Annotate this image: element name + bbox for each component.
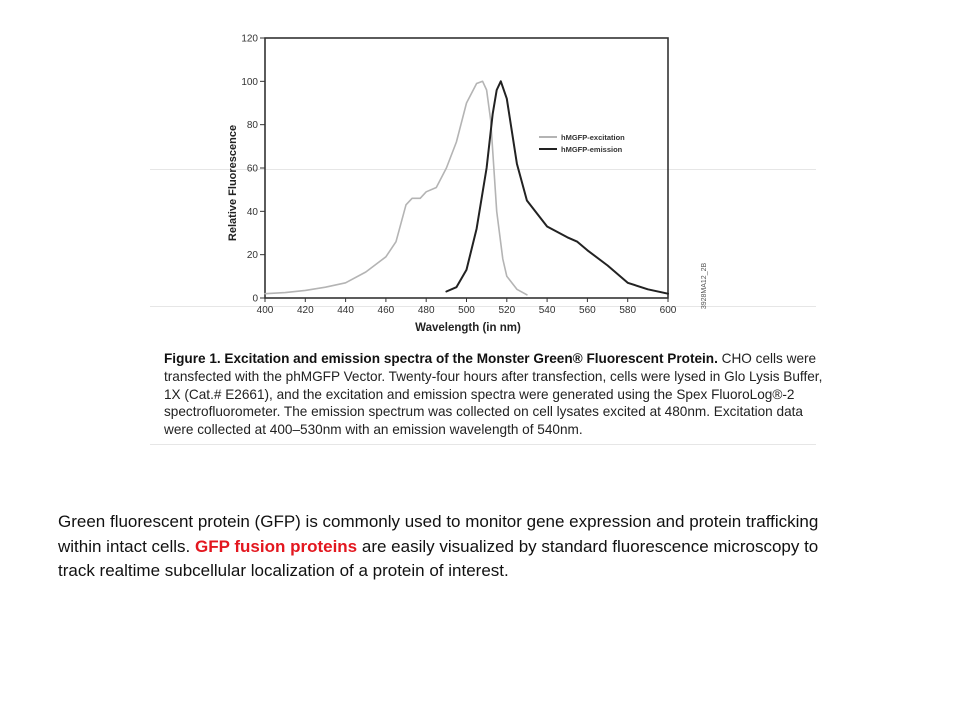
- x-tick-label: 480: [417, 305, 435, 316]
- y-tick-label: 60: [246, 163, 258, 175]
- paragraph-highlight: GFP fusion proteins: [195, 536, 358, 556]
- legend-label: hMGFP-excitation: [561, 133, 625, 142]
- description-paragraph: [58, 510, 858, 584]
- plot-frame: [265, 38, 668, 298]
- caption-title: Figure 1. Excitation and emission spectra of the Monster Green® Fluorescent Protein.: [164, 351, 718, 366]
- y-tick-label: 120: [241, 33, 258, 45]
- x-tick-label: 600: [659, 305, 677, 316]
- y-tick-label: 80: [246, 120, 258, 132]
- paragraph-text-end: are easily visualized by standard fluorescence microscopy to track realtime subcellular localization of a protein of interest.: [58, 536, 819, 580]
- x-tick-label: 560: [579, 305, 596, 316]
- y-tick-label: 100: [241, 76, 258, 88]
- x-tick-label: 460: [377, 305, 395, 316]
- y-tick-label: 20: [246, 250, 258, 262]
- y-axis-label: Relative Fluorescence: [227, 124, 239, 242]
- spectra-chart: [150, 28, 730, 348]
- paragraph-text-start: Green fluorescent protein (GFP) is commonly used to monitor gene expression and protein trafficking within intact cells.: [58, 512, 819, 556]
- x-tick-label: 500: [458, 305, 475, 316]
- x-tick-label: 580: [619, 305, 637, 316]
- legend-label: hMGFP-emission: [561, 145, 623, 154]
- y-tick-label: 0: [252, 293, 258, 305]
- figure-caption: [164, 350, 824, 439]
- y-tick-label: 40: [246, 206, 258, 218]
- caption-body: CHO cells were transfected with the phMGFP Vector. Twenty-four hours after transfection, cells were lysed in Glo Lysis Buffer, 1X (Cat.# E2661), and the excitation and emission spectra were generated using the Spex FluoroLog®-2 spectrofluorometer. The emission spectrum was collected on cell lysates excited at 480nm. Excitation data were collected at 400–530nm with an emission wavelength of 540nm.: [164, 351, 823, 438]
- x-tick-label: 520: [498, 305, 516, 316]
- x-axis-label: Wavelength (in nm): [415, 322, 521, 334]
- series-hmgfp-emission: [446, 81, 668, 293]
- guide-line: [150, 444, 816, 445]
- figure-code: 3928MA12_2B: [701, 262, 708, 310]
- x-tick-label: 440: [337, 305, 354, 316]
- x-axis-ticks: [257, 298, 677, 316]
- plot-border: [265, 38, 668, 298]
- x-tick-label: 420: [296, 305, 314, 316]
- y-axis-ticks: [241, 34, 265, 305]
- series-hmgfp-excitation: [265, 81, 527, 294]
- series-lines: [265, 81, 668, 294]
- x-tick-label: 540: [538, 305, 556, 316]
- x-tick-label: 400: [256, 305, 274, 316]
- chart-legend: [539, 133, 625, 154]
